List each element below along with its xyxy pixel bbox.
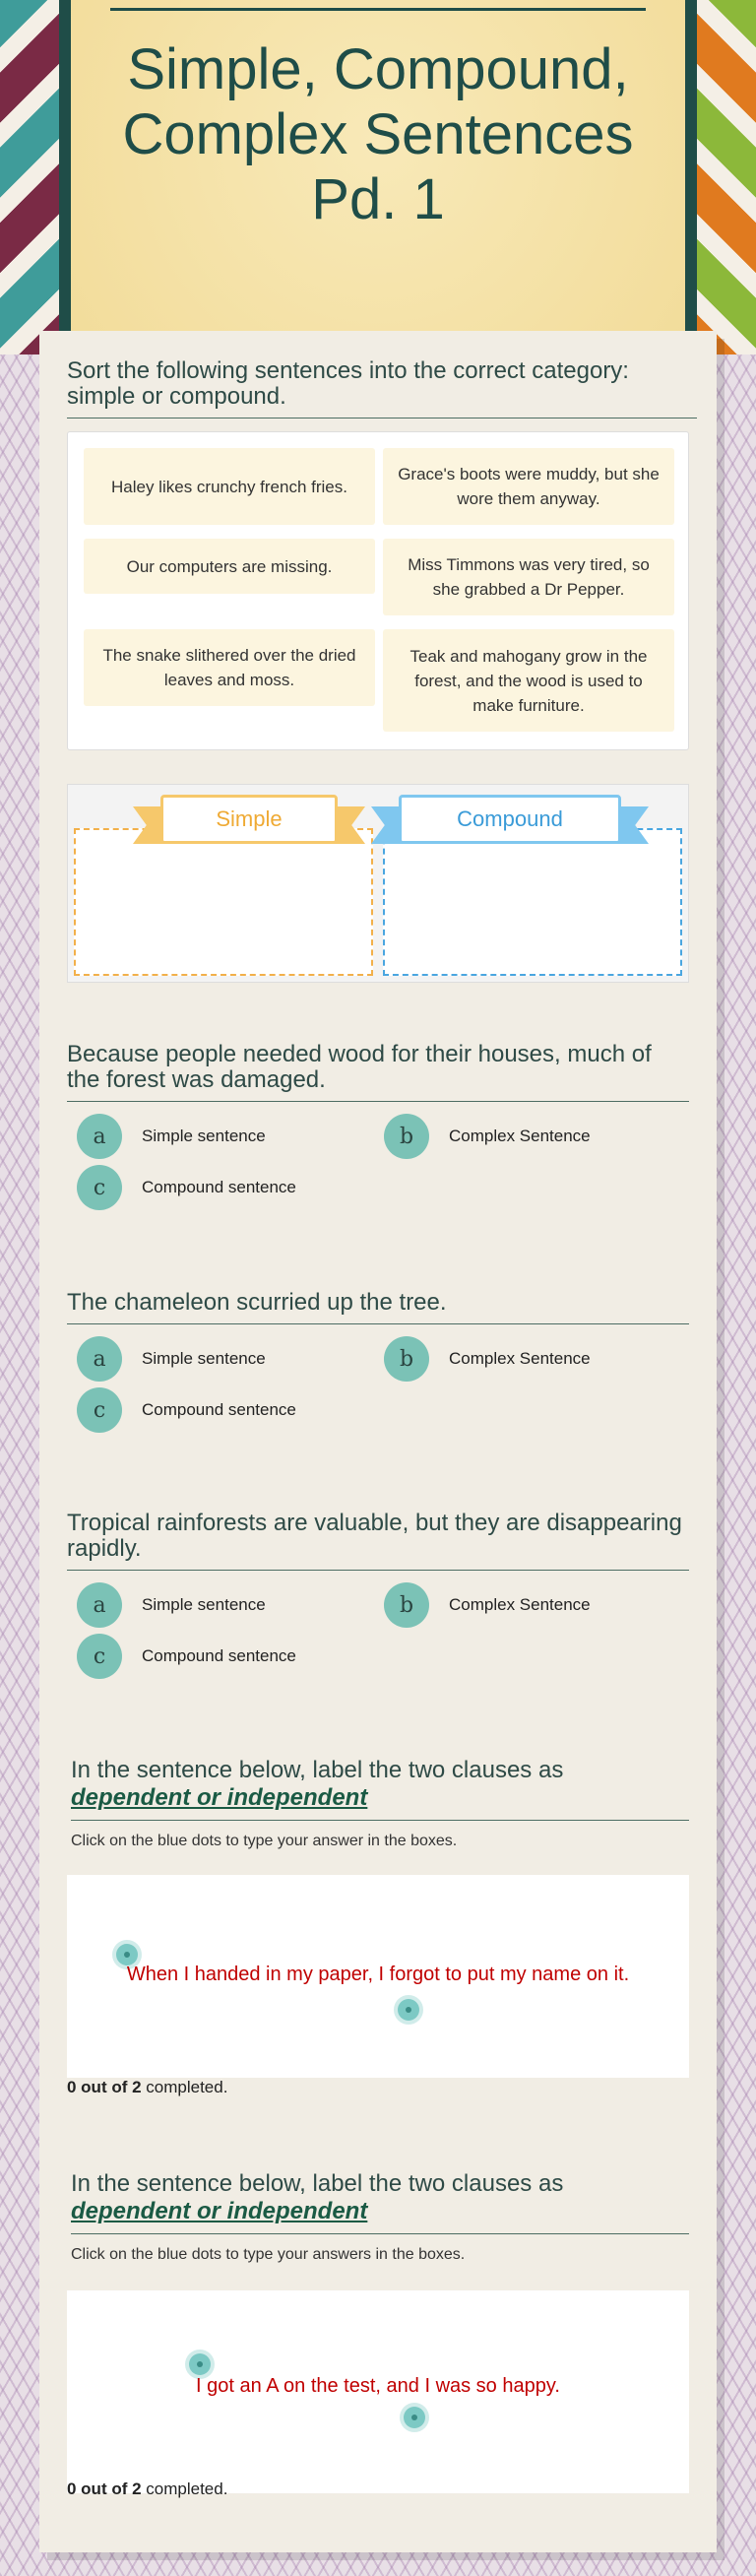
option-list xyxy=(67,1114,689,1222)
answer-dot[interactable] xyxy=(116,1944,138,1965)
label-canvas-2 xyxy=(67,2290,689,2493)
option-a[interactable] xyxy=(67,1582,266,1628)
divider xyxy=(67,1570,689,1571)
question-prompt: Tropical rainforests are valuable, but they are disappearing rapidly. xyxy=(67,1510,682,1562)
divider xyxy=(67,1323,689,1324)
option-text: Simple sentence xyxy=(142,1349,266,1368)
question-2 xyxy=(67,1290,689,1445)
option-list xyxy=(67,1582,689,1691)
label-sentence: When I handed in my paper, I forgot to put my name on it. xyxy=(126,1964,630,1985)
sort-task-heading xyxy=(67,358,697,419)
question-3 xyxy=(67,1511,689,1691)
bin-compound-ribbon xyxy=(399,795,621,852)
label-task-1-progress xyxy=(67,2078,227,2097)
bin-simple-label: Simple xyxy=(160,795,338,844)
progress-count: 0 out of 2 xyxy=(67,2479,142,2498)
page-title: Simple, Compound, Complex Sentences Pd. 1 xyxy=(122,37,634,231)
option-b[interactable] xyxy=(374,1336,591,1382)
label-task-emphasis: dependent or independent xyxy=(71,2198,368,2224)
header-inner xyxy=(71,0,685,354)
label-canvas-1 xyxy=(67,1875,689,2078)
label-task-2 xyxy=(71,2170,689,2264)
sort-card[interactable]: Our computers are missing. xyxy=(84,539,375,594)
label-task-instructions: Click on the blue dots to type your answer in the boxes. xyxy=(71,1833,458,1849)
option-b[interactable] xyxy=(374,1582,591,1628)
option-text: Simple sentence xyxy=(142,1127,266,1145)
sort-bins xyxy=(67,784,689,983)
label-task-heading-text: In the sentence below, label the two clauses as xyxy=(71,2170,564,2197)
option-c[interactable] xyxy=(67,1165,296,1210)
progress-suffix: completed. xyxy=(141,2078,228,2096)
question-prompt: Because people needed wood for their houses, much of the forest was damaged. xyxy=(67,1041,652,1093)
label-task-heading xyxy=(71,1757,689,1812)
option-list xyxy=(67,1336,689,1445)
divider xyxy=(71,2233,689,2234)
label-task-heading-text: In the sentence below, label the two clauses as xyxy=(71,1757,564,1783)
option-text: Simple sentence xyxy=(142,1595,266,1614)
option-a[interactable] xyxy=(67,1336,266,1382)
sort-card[interactable]: Grace's boots were muddy, but she wore them anyway. xyxy=(383,448,674,525)
sort-card-tray xyxy=(67,431,689,750)
sort-card[interactable]: The snake slithered over the dried leaves and moss. xyxy=(84,629,375,706)
label-task-1 xyxy=(71,1757,689,1850)
option-b[interactable] xyxy=(374,1114,591,1159)
label-sentence: I got an A on the test, and I was so happy. xyxy=(196,2375,560,2397)
worksheet-paper xyxy=(39,331,717,2552)
label-task-heading xyxy=(71,2170,689,2225)
label-task-emphasis: dependent or independent xyxy=(71,1784,368,1811)
option-text: Complex Sentence xyxy=(449,1595,591,1614)
option-letter: b xyxy=(384,1336,429,1382)
option-letter: c xyxy=(77,1165,122,1210)
option-letter: b xyxy=(384,1114,429,1159)
option-a[interactable] xyxy=(67,1114,266,1159)
bin-compound-label: Compound xyxy=(399,795,621,844)
option-letter: c xyxy=(77,1387,122,1433)
option-text: Compound sentence xyxy=(142,1178,296,1196)
progress-count: 0 out of 2 xyxy=(67,2078,142,2096)
progress-suffix: completed. xyxy=(141,2479,228,2498)
option-c[interactable] xyxy=(67,1387,296,1433)
divider xyxy=(67,418,697,419)
option-letter: c xyxy=(77,1634,122,1679)
header-panel xyxy=(59,0,697,354)
sort-card[interactable]: Miss Timmons was very tired, so she grabbed a Dr Pepper. xyxy=(383,539,674,615)
option-letter: a xyxy=(77,1114,122,1159)
option-c[interactable] xyxy=(67,1634,296,1679)
sort-card[interactable]: Teak and mahogany grow in the forest, and the wood is used to make furniture. xyxy=(383,629,674,732)
label-task-2-progress xyxy=(67,2479,227,2499)
option-text: Compound sentence xyxy=(142,1646,296,1665)
sort-card[interactable]: Haley likes crunchy french fries. xyxy=(84,448,375,525)
option-text: Complex Sentence xyxy=(449,1127,591,1145)
option-text: Complex Sentence xyxy=(449,1349,591,1368)
label-task-instructions: Click on the blue dots to type your answers in the boxes. xyxy=(71,2246,466,2263)
header-stripes-right xyxy=(687,0,756,354)
divider xyxy=(71,1820,689,1821)
option-letter: a xyxy=(77,1336,122,1382)
answer-dot[interactable] xyxy=(189,2353,211,2375)
divider xyxy=(67,1101,689,1102)
sort-task-prompt: Sort the following sentences into the correct category: simple or compound. xyxy=(67,357,629,410)
header-rule xyxy=(110,8,646,11)
answer-dot[interactable] xyxy=(404,2407,425,2428)
question-prompt: The chameleon scurried up the tree. xyxy=(67,1289,447,1316)
answer-dot[interactable] xyxy=(398,1999,419,2021)
option-letter: b xyxy=(384,1582,429,1628)
option-letter: a xyxy=(77,1582,122,1628)
question-1 xyxy=(67,1042,689,1222)
option-text: Compound sentence xyxy=(142,1400,296,1419)
bin-simple-ribbon xyxy=(160,795,338,852)
